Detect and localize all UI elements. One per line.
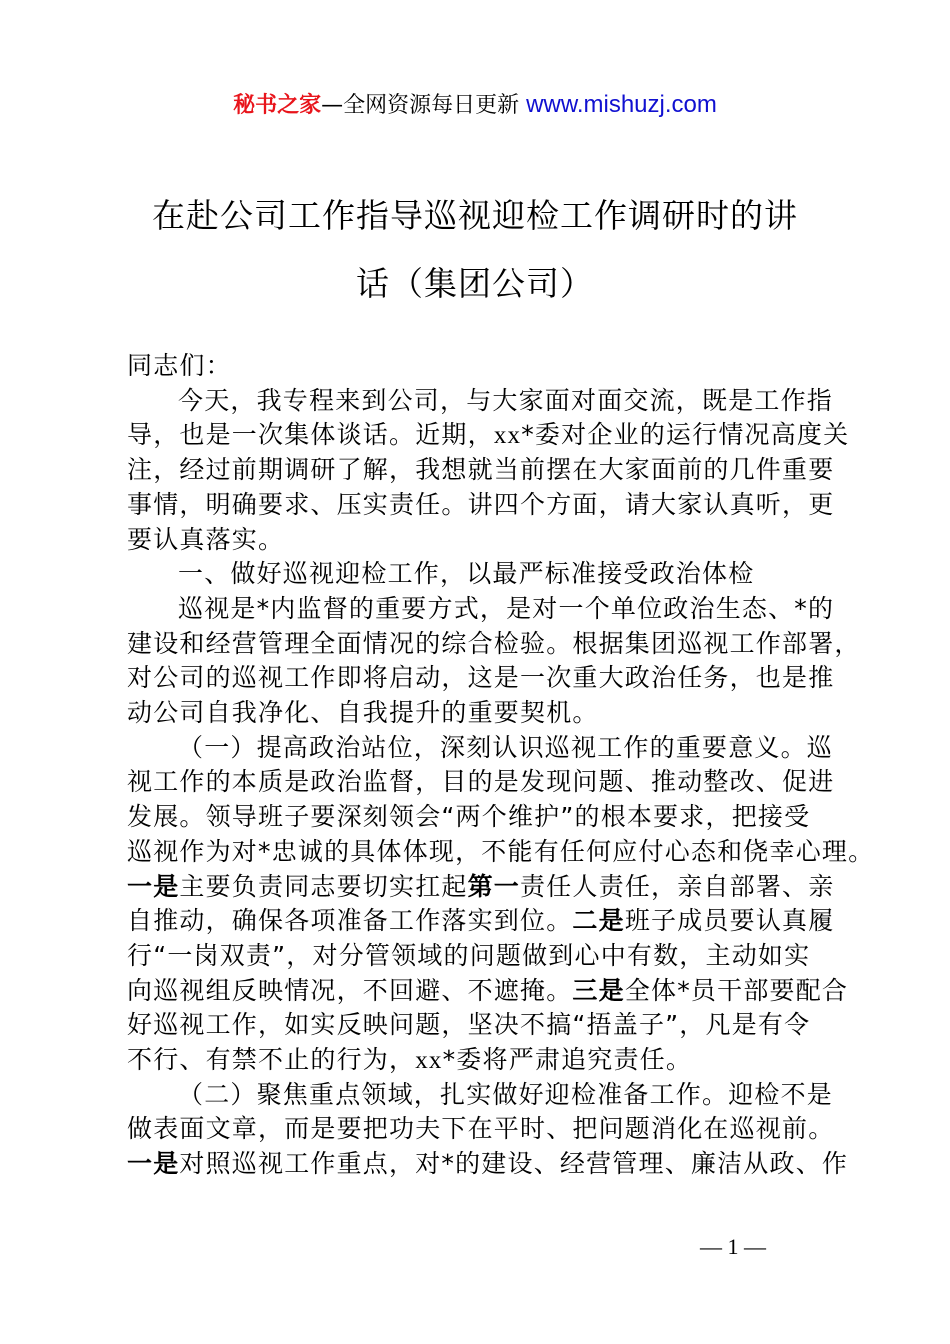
- text-segment: 好巡视工作，如实反映问题，坚决不搞“捂盖子”，凡是有令: [127, 1010, 811, 1040]
- text-segment: 巡视是*内监督的重要方式，是对一个单位政治生态、*的: [178, 593, 835, 623]
- text-segment: 同志们：: [127, 351, 232, 380]
- body-line: [127, 663, 834, 693]
- site-banner: [0, 88, 950, 119]
- body-line: [127, 976, 848, 1006]
- brand-name: 秘书之家: [233, 93, 322, 118]
- body-line: [127, 455, 834, 485]
- body-line: [127, 802, 810, 832]
- text-segment: 注，经过前期调研了解，我想就当前摆在大家面前的几件重要: [127, 455, 835, 485]
- text-segment: 要认真落实。: [127, 524, 285, 554]
- bold-text: 一是: [127, 1149, 180, 1179]
- body-line: [178, 559, 754, 589]
- body-line: [178, 1080, 833, 1110]
- body-line: [127, 906, 834, 936]
- body-line: [127, 490, 834, 520]
- body-line: [127, 767, 834, 797]
- text-segment: 今天，我专程来到公司，与大家面对面交流，既是工作指: [178, 385, 834, 415]
- text-segment: xx: [493, 422, 522, 450]
- text-segment: *委将严肃追究责任。: [442, 1045, 693, 1074]
- text-segment: 事情，明确要求、压实责任。讲四个方面，请大家认真听，更: [127, 489, 835, 519]
- text-segment: 对照巡视工作重点，对*的建设、经营管理、廉洁从政、作: [179, 1149, 849, 1179]
- text-segment: 行“一岗双责”，对分管领域的问题做到心中有数，主动如实: [127, 940, 811, 970]
- text-segment: *委对企业的运行情况高度关: [521, 420, 850, 450]
- text-segment: 做表面文章，而是要把功夫下在平时、把问题消化在巡视前。: [127, 1114, 835, 1144]
- body-line: [127, 1010, 810, 1040]
- bold-text: 第一: [467, 871, 521, 901]
- document-title-line-2: 话（集团公司）: [356, 264, 594, 303]
- bold-text: 二是: [572, 906, 625, 936]
- body-line: [127, 698, 599, 728]
- body-line: [127, 872, 834, 902]
- text-segment: （一）提高政治站位，深刻认识巡视工作的重要意义。巡: [178, 732, 834, 762]
- body-line: [127, 1114, 834, 1144]
- body-line: [127, 525, 284, 555]
- text-segment: 主要负责同志要切实扛起: [179, 871, 468, 901]
- text-segment: （二）聚焦重点领域，扎实做好迎检准备工作。迎检不是: [178, 1079, 834, 1109]
- text-segment: 责任人责任，亲自部署、亲: [520, 871, 835, 901]
- body-line: [127, 837, 874, 867]
- body-line: [127, 629, 861, 659]
- body-line: [127, 351, 232, 381]
- body-line: [127, 1149, 848, 1179]
- text-segment: 不行、有禁不止的行为，: [127, 1045, 416, 1074]
- page-number: — 1 —: [700, 1234, 766, 1259]
- text-segment: xx: [415, 1047, 443, 1074]
- body-line: [127, 941, 810, 971]
- text-segment: 建设和经营管理全面情况的综合检验。根据集团巡视工作部署，: [127, 628, 861, 658]
- body-line: [178, 733, 833, 763]
- text-segment: 自推动，确保各项准备工作落实到位。: [127, 906, 573, 936]
- site-url-link[interactable]: www.mishuzj.com: [526, 91, 717, 118]
- text-segment: 动公司自我净化、自我提升的重要契机。: [127, 698, 599, 727]
- text-segment: 一、做好巡视迎检工作，以最严标准接受政治体检: [178, 559, 755, 589]
- text-segment: 全体*员干部要配合: [624, 975, 849, 1005]
- text-segment: 导，也是一次集体谈话。近期，: [127, 420, 494, 450]
- text-segment: 向巡视组反映情况，不回避、不遮掩。: [127, 975, 573, 1005]
- banner-slogan: —全网资源每日更新: [321, 93, 527, 118]
- text-segment: 巡视作为对*忠诚的具体体现，不能有任何应付心态和侥幸心理。: [127, 836, 875, 866]
- text-segment: 对公司的巡视工作即将启动，这是一次重大政治任务，也是推: [127, 663, 835, 693]
- body-line: [178, 594, 834, 624]
- text-segment: 班子成员要认真履: [624, 906, 835, 936]
- bold-text: 三是: [572, 975, 625, 1005]
- text-segment: 发展。领导班子要深刻领会“两个维护”的根本要求，把接受: [127, 802, 811, 832]
- text-segment: 视工作的本质是政治监督，目的是发现问题、推动整改、促进: [127, 767, 835, 797]
- document-title-line-1: 在赴公司工作指导巡视迎检工作调研时的讲: [152, 196, 798, 235]
- body-line: [127, 1045, 692, 1076]
- body-line: [127, 420, 849, 451]
- body-line: [178, 386, 833, 416]
- bold-text: 一是: [127, 871, 180, 901]
